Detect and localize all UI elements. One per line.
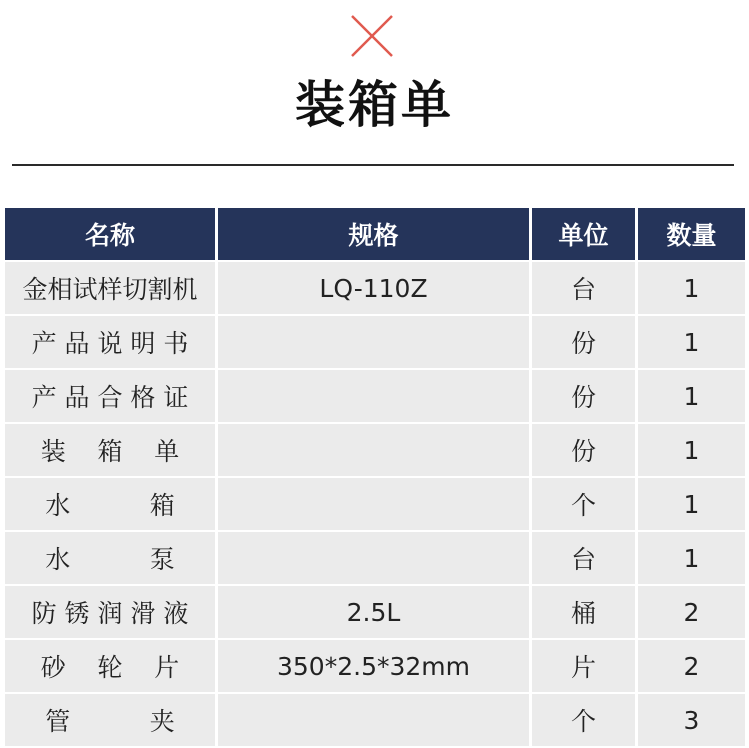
table-row xyxy=(5,640,745,692)
cell-unit: 份 xyxy=(532,316,635,368)
cell-qty: 1 xyxy=(638,262,745,314)
cell-qty: 1 xyxy=(638,478,745,530)
cell-name: 水 箱 xyxy=(5,478,215,530)
cell-spec: 350*2.5*32mm xyxy=(218,640,529,692)
cell-qty: 1 xyxy=(638,370,745,422)
cell-name: 砂 轮 片 xyxy=(5,640,215,692)
header-name: 名称 xyxy=(5,208,215,260)
cell-spec xyxy=(218,370,529,422)
cell-qty: 1 xyxy=(638,532,745,584)
cell-qty: 2 xyxy=(638,586,745,638)
table-row xyxy=(5,424,745,476)
cell-name: 产 品 合 格 证 xyxy=(5,370,215,422)
cell-unit: 个 xyxy=(532,478,635,530)
cell-unit: 片 xyxy=(532,640,635,692)
table-row xyxy=(5,586,745,638)
cell-unit: 个 xyxy=(532,694,635,746)
cell-name: 水 泵 xyxy=(5,532,215,584)
cell-unit: 台 xyxy=(532,532,635,584)
cell-name: 装 箱 单 xyxy=(5,424,215,476)
header-spec: 规格 xyxy=(218,208,529,260)
cell-spec xyxy=(218,532,529,584)
x-mark-icon xyxy=(350,14,394,58)
cell-qty: 1 xyxy=(638,316,745,368)
cell-unit: 桶 xyxy=(532,586,635,638)
table-row xyxy=(5,478,745,530)
header-unit: 单位 xyxy=(532,208,635,260)
divider xyxy=(12,164,734,166)
table-row xyxy=(5,370,745,422)
table-header-row xyxy=(5,208,745,260)
cell-name: 产 品 说 明 书 xyxy=(5,316,215,368)
cell-qty: 2 xyxy=(638,640,745,692)
table-row xyxy=(5,316,745,368)
cell-spec xyxy=(218,694,529,746)
page-title: 装箱单 xyxy=(295,76,454,134)
table-row xyxy=(5,532,745,584)
cell-name: 金相试样切割机 xyxy=(5,262,215,314)
cell-qty: 1 xyxy=(638,424,745,476)
cell-name: 管 夹 xyxy=(5,694,215,746)
cell-unit: 台 xyxy=(532,262,635,314)
cell-name: 防 锈 润 滑 液 xyxy=(5,586,215,638)
cell-spec xyxy=(218,424,529,476)
cell-unit: 份 xyxy=(532,370,635,422)
table-row xyxy=(5,694,745,746)
cell-unit: 份 xyxy=(532,424,635,476)
cell-spec xyxy=(218,478,529,530)
table-row xyxy=(5,262,745,314)
packing-list-table xyxy=(5,208,745,748)
header-qty: 数量 xyxy=(638,208,745,260)
cell-qty: 3 xyxy=(638,694,745,746)
cell-spec: 2.5L xyxy=(218,586,529,638)
cell-spec: LQ-110Z xyxy=(218,262,529,314)
cell-spec xyxy=(218,316,529,368)
